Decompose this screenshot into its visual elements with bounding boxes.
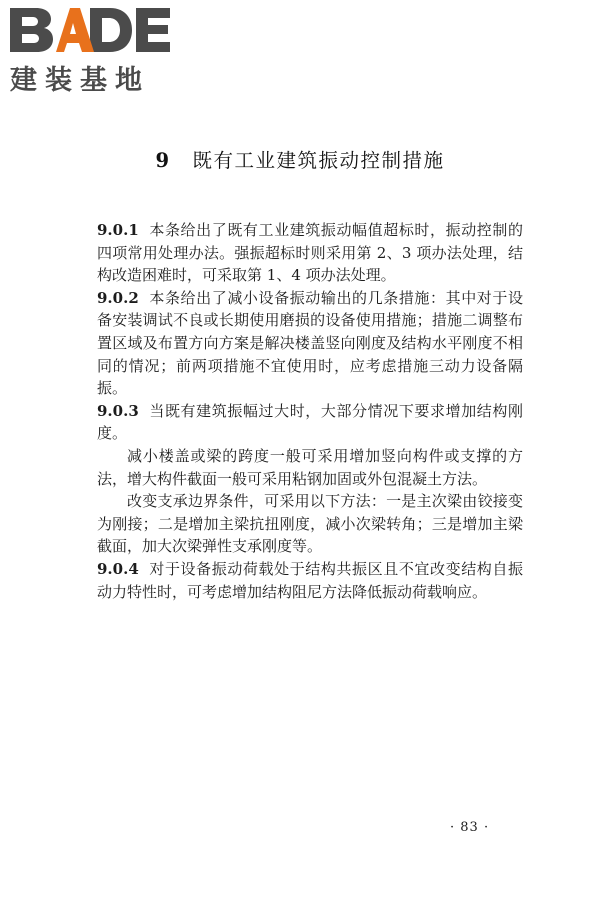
chapter-body [97, 219, 523, 603]
clause-text: 对于设备振动荷载处于结构共振区且不宜改变结构自振动力特性时，可考虑增加结构阻尼方法降低振动荷载响应。 [97, 559, 523, 601]
clause-9-0-3 [97, 400, 523, 445]
clause-text: 本条给出了减小设备振动输出的几条措施：其中对于设备安装调试不良或长期使用磨损的设备使用措施；措施二调整布置区域及布置方向方案是解决楼盖竖向刚度及结构水平刚度不相同的情况；前两项措施不宜使用时，应考虑措施三动力设备隔振。 [97, 288, 523, 398]
clause-number: 9.0.1 [97, 221, 139, 239]
clause-9-0-3-paragraph: 减小楼盖或梁的跨度一般可采用增加竖向构件或支撑的方法，增大构件截面一般可采用粘钢加固或外包混凝土方法。 [97, 446, 523, 488]
page-number: · 83 · [450, 820, 490, 835]
bade-wordmark [8, 4, 173, 58]
clause-text: 当既有建筑振幅过大时，大部分情况下要求增加结构刚度。 [97, 401, 523, 443]
clause-number: 9.0.4 [97, 559, 139, 578]
clause-9-0-3-paragraph: 改变支承边界条件，可采用以下方法：一是主次梁由铰接变为刚接；二是增加主梁抗扭刚度，减小次梁转角；三是增加主梁截面，加大次梁弹性支承刚度等。 [97, 492, 523, 556]
chapter-number: 9 [155, 149, 171, 172]
chapter-title-text: 既有工业建筑振动控制措施 [192, 149, 445, 172]
bade-logo [8, 4, 173, 96]
clause-9-0-2 [97, 287, 523, 400]
chapter-title [0, 145, 600, 173]
clause-9-0-4 [97, 558, 523, 603]
clause-9-0-1 [97, 219, 523, 287]
clause-number: 9.0.3 [97, 401, 139, 420]
logo-tagline: 建装基地 [10, 65, 150, 96]
clause-number: 9.0.2 [97, 288, 139, 307]
clause-text: 本条给出了既有工业建筑振动幅值超标时，振动控制的四项常用处理办法。强振超标时则采用第 2、3 项办法处理，结构改造困难时，可采取第 1、4 项办法处理。 [97, 221, 523, 285]
